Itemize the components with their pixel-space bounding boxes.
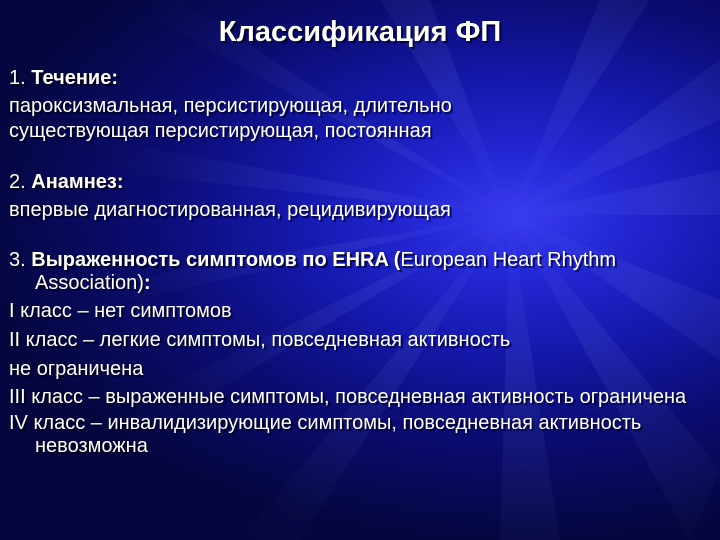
section-3-number: 3. <box>9 249 32 271</box>
section-3-heading <box>9 249 709 295</box>
section-3-title: Выраженность симптомов по EHRA ( <box>31 249 401 271</box>
spacer <box>9 223 709 249</box>
section-2-line-1: впервые диагностированная, рецидивирующая <box>9 199 451 221</box>
ehra-class-3: III класс – выраженные симптомы, повседневная активность ограничена <box>9 386 687 408</box>
spacer <box>9 144 709 170</box>
section-1-line-2: существующая персистирующая, постоянная <box>9 120 432 142</box>
section-1-heading <box>9 66 709 91</box>
ehra-class-2-continued: не ограничена <box>9 358 144 380</box>
section-3-title-note: European Heart Rhythm Association) <box>35 249 617 294</box>
slide-title: Классификация ФП <box>218 16 502 48</box>
section-1-number: 1. <box>9 67 32 89</box>
ehra-class-4: IV класс – инвалидизирующие симптомы, повседневная активность невозможна <box>9 412 642 457</box>
section-2-number: 2. <box>9 171 32 193</box>
section-1-line-1: пароксизмальная, персистирующая, длительно <box>9 95 452 117</box>
ehra-class-2: II класс – легкие симптомы, повседневная активность <box>9 329 511 351</box>
slide-content <box>9 66 709 458</box>
section-2-title: Анамнез: <box>31 171 124 193</box>
ehra-class-1: I класс – нет симптомов <box>9 300 232 322</box>
section-3-title-colon: : <box>143 272 151 294</box>
section-2-heading <box>9 170 709 195</box>
section-1-title: Течение: <box>31 67 118 89</box>
